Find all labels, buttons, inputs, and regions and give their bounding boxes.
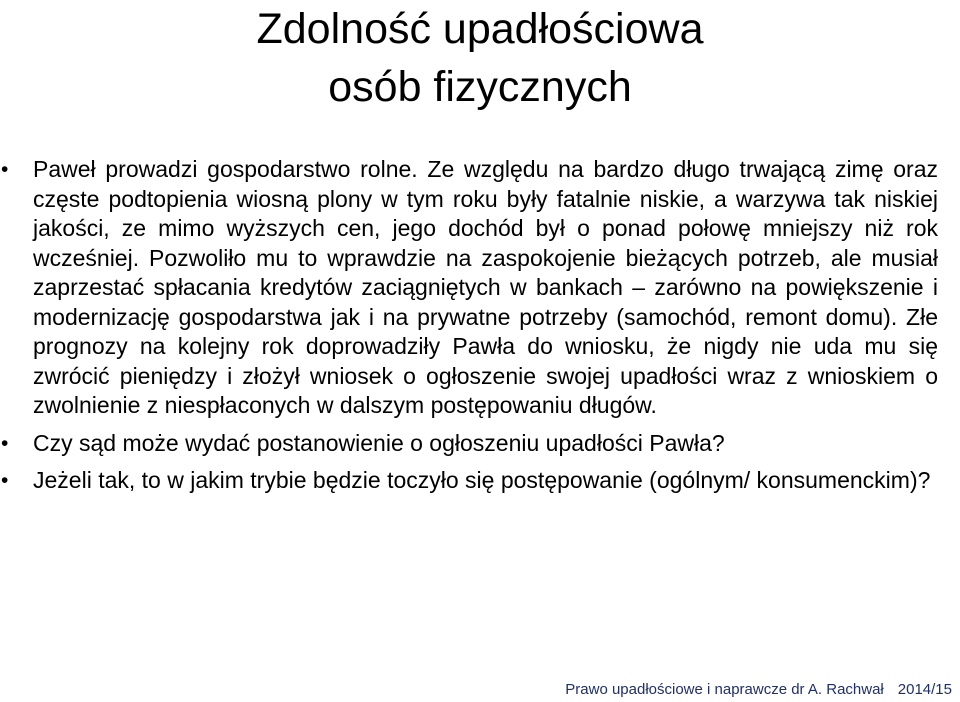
bullet-text: Paweł prowadzi gospodarstwo rolne. Ze względu na bardzo długo trwającą zimę oraz częste podtopienia wiosną plony w tym roku były fatalnie niskie, a warzywa tak niskiej jakości, ze mimo wyższych cen, jego dochód był o ponad połowę mniejszy niż rok wcześniej. Pozwoliło mu to wprawdzie na zaspokojenie bieżących potrzeb, ale musiał zaprzestać spłacania kredytów zaciągniętych w bankach – zarówno na powiększenie i modernizację gospodarstwa jak i na prywatne potrzeby (samochód, remont domu). Złe prognozy na kolejny rok doprowadziły Pawła do wniosku, że nigdy nie uda mu się zwrócić pieniędzy i złożył wniosek o ogłoszenie swojej upadłości wraz z wnioskiem o zwolnienie z niespłaconych w dalszym postępowaniu długów. — [33, 156, 938, 418]
slide-footer — [565, 681, 952, 698]
bullet-marker-icon: • — [1, 469, 9, 492]
footer-year: 2014/15 — [897, 681, 952, 698]
slide-title-line-2: osób fizycznych — [328, 63, 632, 111]
slide-title — [40, 0, 920, 116]
bullet-text: Czy sąd może wydać postanowienie o ogłoszeniu upadłości Pawła? — [33, 429, 725, 456]
bullet-text: Jeżeli tak, to w jakim trybie będzie toczyło się postępowanie (ogólnym/ konsumenckim)? — [33, 467, 931, 493]
bullet-item-case-description — [0, 155, 938, 421]
bullet-item-question-1 — [0, 429, 938, 459]
bullet-list — [0, 155, 960, 504]
bullet-marker-icon: • — [1, 431, 9, 455]
bullet-marker-icon: • — [1, 158, 9, 181]
bullet-item-question-2 — [0, 466, 938, 496]
slide-title-line-1: Zdolność upadłościowa — [256, 5, 704, 53]
footer-label: Prawo upadłościowe i naprawcze dr A. Rachwał — [565, 681, 884, 698]
